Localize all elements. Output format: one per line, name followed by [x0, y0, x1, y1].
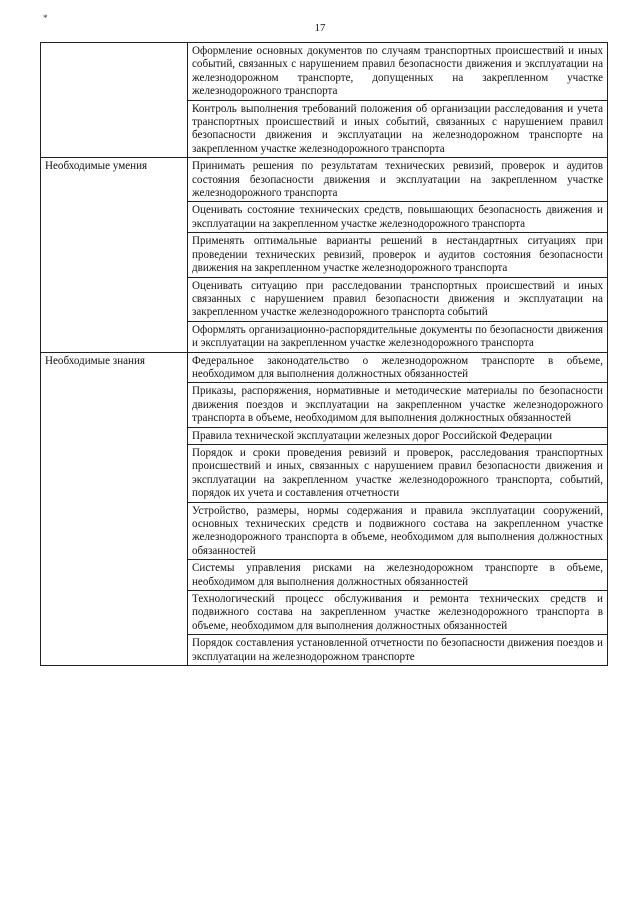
table-cell [188, 383, 608, 427]
table-row [41, 352, 608, 383]
table-cell [188, 591, 608, 635]
table-cell [188, 202, 608, 233]
cell-text: Правила технической эксплуатации железных дорог Российской Федерации [192, 429, 553, 442]
table-cell [188, 502, 608, 560]
table-row [41, 43, 608, 101]
table-cell [188, 233, 608, 277]
table-cell [188, 560, 608, 591]
table-cell [188, 635, 608, 666]
cell-text: Оформление основных документов по случаям транспортных происшествий и иных событий, связанных с нарушением правил безопасности движения и эксплуатации на железнодорожном транспорте, допущенных на закрепленном участке железнодорожного транспорта [192, 45, 603, 98]
cell-text: Системы управления рисками на железнодорожном транспорте в объеме, необходимом для выполнения должностных обязанностей [192, 562, 603, 588]
cell-text: Оценивать ситуацию при расследовании транспортных происшествий и иных связанных с нарушением правил безопасности движения и эксплуатации на закрепленном участке железнодорожного транспорта событий [192, 279, 603, 319]
cell-text: Оценивать состояние технических средств, повышающих безопасность движения и эксплуатации на закрепленном участке железнодорожного транспорта [192, 204, 603, 230]
cell-text: Федеральное законодательство о железнодорожном транспорте в объеме, необходимом для выполнения должностных обязанностей [192, 354, 603, 380]
cell-text: Контроль выполнения требований положения об организации расследования и учета транспортных происшествий и иных событий, связанных с нарушением правил безопасности движения и эксплуатации на железнодорожном транспорте на закрепленном участке железнодорожного транспорта [192, 102, 603, 155]
cell-text: Порядок составления установленной отчетности по безопасности движения поездов и эксплуатации на железнодорожном транспорте [192, 637, 603, 663]
cell-text: Порядок и сроки проведения ревизий и проверок, расследования транспортных происшествий и иных, связанных с нарушением правил безопасности движения и эксплуатации на закрепленном участке железнодорожного транспорта, событий, порядок их учета и составления отчетности [192, 446, 603, 500]
row-label [41, 43, 188, 158]
table-cell [188, 427, 608, 444]
page-number: 17 [314, 22, 326, 34]
cell-text: Оформлять организационно-распорядительные документы по безопасности движения и эксплуатации на закрепленном участке железнодорожного транспорта [192, 323, 603, 350]
scan-mark: * [43, 13, 48, 23]
cell-text: Применять оптимальные варианты решений в нестандартных ситуациях при проведении технических ревизий, проверок и аудитов состояния безопасности движения на закрепленном участке железнодорожного транспорта [192, 235, 603, 275]
table-cell [188, 277, 608, 321]
row-label-knowledge: Необходимые знания [41, 352, 188, 666]
table-cell [188, 158, 608, 202]
table-cell [188, 43, 608, 101]
cell-text: Приказы, распоряжения, нормативные и методические материалы по безопасности движения поездов и эксплуатации на закрепленном участке железнодорожного транспорта в объеме, необходимом для выполнения должностных обязанностей [192, 385, 603, 425]
table-cell [188, 352, 608, 383]
table-cell [188, 321, 608, 352]
cell-text: Устройство, размеры, нормы содержания и правила эксплуатации сооружений, основных технических средств и подвижного состава на закрепленном участке железнодорожного транспорта в объеме, необходимом для выполнения должностных обязанностей [192, 504, 603, 557]
table-cell [188, 444, 608, 502]
table-row [41, 158, 608, 202]
table-cell [188, 100, 608, 158]
requirements-table [40, 42, 608, 666]
cell-text: Принимать решения по результатам технических ревизий, проверок и аудитов состояния безопасности движения и эксплуатации на закрепленном участке железнодорожного транспорта [192, 160, 603, 200]
row-label-skills: Необходимые умения [41, 158, 188, 352]
cell-text: Технологический процесс обслуживания и ремонта технических средств и подвижного состава на закрепленном участке железнодорожного транспорта в объеме, необходимом для выполнения должностных обязанностей [192, 593, 603, 632]
